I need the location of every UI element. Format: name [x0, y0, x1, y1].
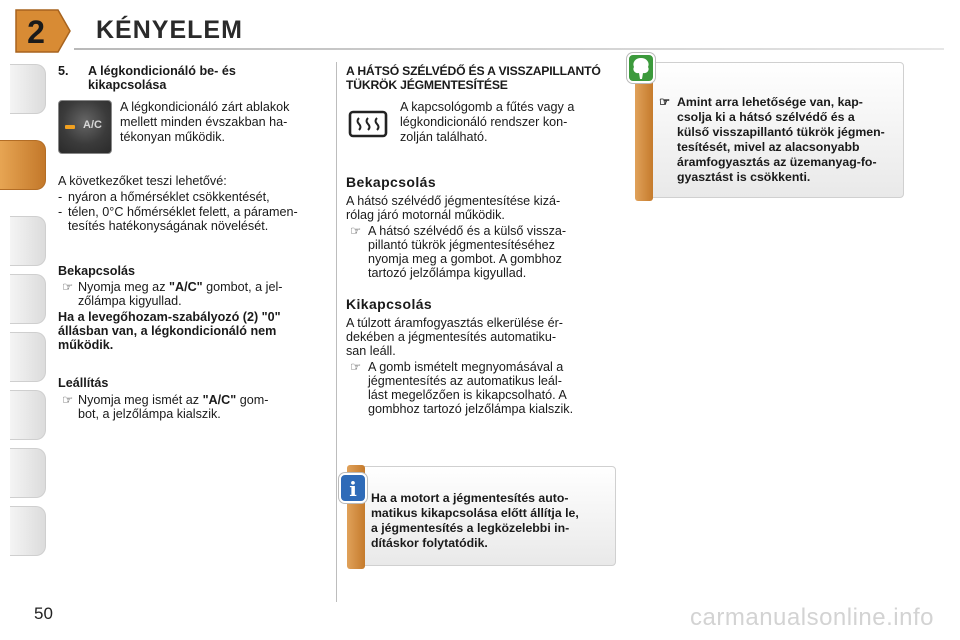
info-icon [339, 473, 367, 503]
intro-line2: mellett minden évszakban ha- [120, 115, 288, 129]
mid-off-bullet-line2: jégmentesítés az automatikus leál- [368, 374, 562, 388]
rear-defrost-icon [346, 106, 390, 144]
enables-item-2-line1: télen, 0°C hőmérséklet felett, a páramen- [68, 205, 298, 219]
text-run: Nyomja meg az [78, 280, 169, 294]
bullet-icon: ☞ [659, 95, 671, 109]
chapter-tab-7[interactable] [10, 448, 46, 498]
ac-icon-label: A/C [83, 119, 102, 131]
left-off-heading: Leállítás [58, 376, 109, 390]
info-line4: dításkor folytatódik. [371, 536, 488, 550]
mid-off-heading: Kikapcsolás [346, 296, 433, 312]
enables-text: A következőket teszi lehetővé: [58, 174, 227, 188]
leaf-icon [629, 55, 653, 81]
intro-line1: A légkondicionáló zárt ablakok [120, 100, 290, 114]
left-on-heading: Bekapcsolás [58, 264, 136, 278]
chapter-badge [14, 6, 72, 56]
left-off-bullet-line1 [78, 393, 268, 408]
mid-on-bullet-line3: nyomja meg a gombot. A gombhoz [368, 252, 562, 266]
info-line1: Ha a motort a jégmentesítés auto- [371, 491, 569, 505]
enables-dash-1: - [58, 190, 63, 204]
left-on-bullet-line1 [78, 280, 282, 295]
left-on-note-line3: működik. [58, 338, 114, 352]
section-number: 5. [58, 64, 69, 78]
enables-item-1: nyáron a hőmérséklet csökkentését, [68, 190, 270, 204]
watermark: carmanualsonline.info [690, 604, 934, 631]
mid-on-bullet-line2: pillantó tükrök jégmentesítéséhez [368, 238, 555, 252]
chapter-tab-6[interactable] [10, 390, 46, 440]
info-tip-box [349, 466, 616, 566]
chapter-tab-4[interactable] [10, 274, 46, 324]
defrost-section-title-line2: TÜKRÖK JÉGMENTESÍTÉSE [346, 78, 508, 92]
column-divider [336, 62, 337, 602]
text-run: gom- [236, 393, 269, 407]
bullet-icon: ☞ [350, 224, 362, 238]
left-on-note-line2: állásban van, a légkondicionáló nem [58, 324, 277, 338]
mid-off-bullet-line4: gombhoz tartozó jelzőlámpa kialszik. [368, 402, 574, 416]
mid-off-bullet-line3: lást megelőzően is kikapcsolható. A [368, 388, 567, 402]
chapter-tab-8[interactable] [10, 506, 46, 556]
text-run: gombot, a jel- [202, 280, 283, 294]
mid-on-bullet-line4: tartozó jelzőlámpa kigyullad. [368, 266, 527, 280]
info-line3: a jégmentesítés a legközelebbi in- [371, 521, 570, 535]
chapter-tab-1[interactable] [10, 64, 46, 114]
left-off-bullet-line2: bot, a jelzőlámpa kialszik. [78, 407, 221, 421]
bullet-icon: ☞ [62, 280, 74, 294]
mid-on-text-line1: A hátsó szélvédő jégmentesítése kizá- [346, 194, 561, 208]
ac-button-icon [58, 100, 112, 154]
chapter-tab-3[interactable] [10, 216, 46, 266]
ac-label-bold: "A/C" [202, 393, 237, 407]
bullet-icon: ☞ [350, 360, 362, 374]
eco-line3: külső visszapillantó tükrök jégmen- [677, 125, 885, 139]
chapter-tab-5[interactable] [10, 332, 46, 382]
left-on-note-line1: Ha a levegőhozam-szabályozó (2) "0" [58, 310, 281, 324]
eco-tip-box [648, 62, 904, 198]
eco-line6: gyasztást is csökkenti. [677, 170, 811, 184]
eco-line2: csolja ki a hátsó szélvédő és a [677, 110, 855, 124]
header-rule [74, 48, 944, 50]
chapter-tab-strip [0, 64, 46, 584]
enables-dash-2: - [58, 205, 63, 219]
info-icon-letter: i [349, 477, 357, 501]
mid-on-bullet-line1: A hátsó szélvédő és a külső vissza- [368, 224, 567, 238]
indicator-light-icon [65, 125, 75, 129]
text-run: Nyomja meg ismét az [78, 393, 203, 407]
bullet-icon: ☞ [62, 393, 74, 407]
info-line2: matikus kikapcsolása előtt állítja le, [371, 506, 579, 520]
chapter-tab-2-active[interactable] [0, 140, 46, 190]
mid-on-text-line2: rólag járó motornál működik. [346, 208, 505, 222]
enables-item-2-line2: tesítés hatékonyságának növelését. [68, 219, 269, 233]
mid-off-bullet-line1: A gomb ismételt megnyomásával a [368, 360, 564, 374]
eco-line4: tesítését, mivel az alacsonyabb [677, 140, 860, 154]
intro-line3: tékonyan működik. [120, 130, 226, 144]
defrost-section-title-line1: A HÁTSÓ SZÉLVÉDŐ ÉS A VISSZAPILLANTÓ [346, 64, 601, 78]
chapter-number: 2 [27, 14, 45, 50]
eco-tab [627, 53, 655, 83]
ac-label-bold: "A/C" [169, 280, 203, 294]
location-line3: zolján található. [400, 130, 488, 144]
section-title-line1: A légkondicionáló be- és [88, 64, 236, 78]
mid-off-text-line3: san leáll. [346, 344, 396, 358]
mid-off-text-line1: A túlzott áramfogyasztás elkerülése ér- [346, 316, 563, 330]
eco-line5: áramfogyasztás az üzemanyag-fo- [677, 155, 877, 169]
location-line2: légkondicionáló rendszer kon- [400, 115, 568, 129]
mid-on-heading: Bekapcsolás [346, 174, 437, 190]
eco-line1: Amint arra lehetősége van, kap- [677, 95, 863, 109]
left-on-bullet-line2: zőlámpa kigyullad. [78, 294, 182, 308]
page-number: 50 [34, 604, 53, 623]
mid-off-text-line2: dekében a jégmentesítés automatiku- [346, 330, 557, 344]
page-title: KÉNYELEM [96, 16, 243, 44]
section-title-line2: kikapcsolása [88, 78, 167, 92]
location-line1: A kapcsológomb a fűtés vagy a [400, 100, 575, 114]
